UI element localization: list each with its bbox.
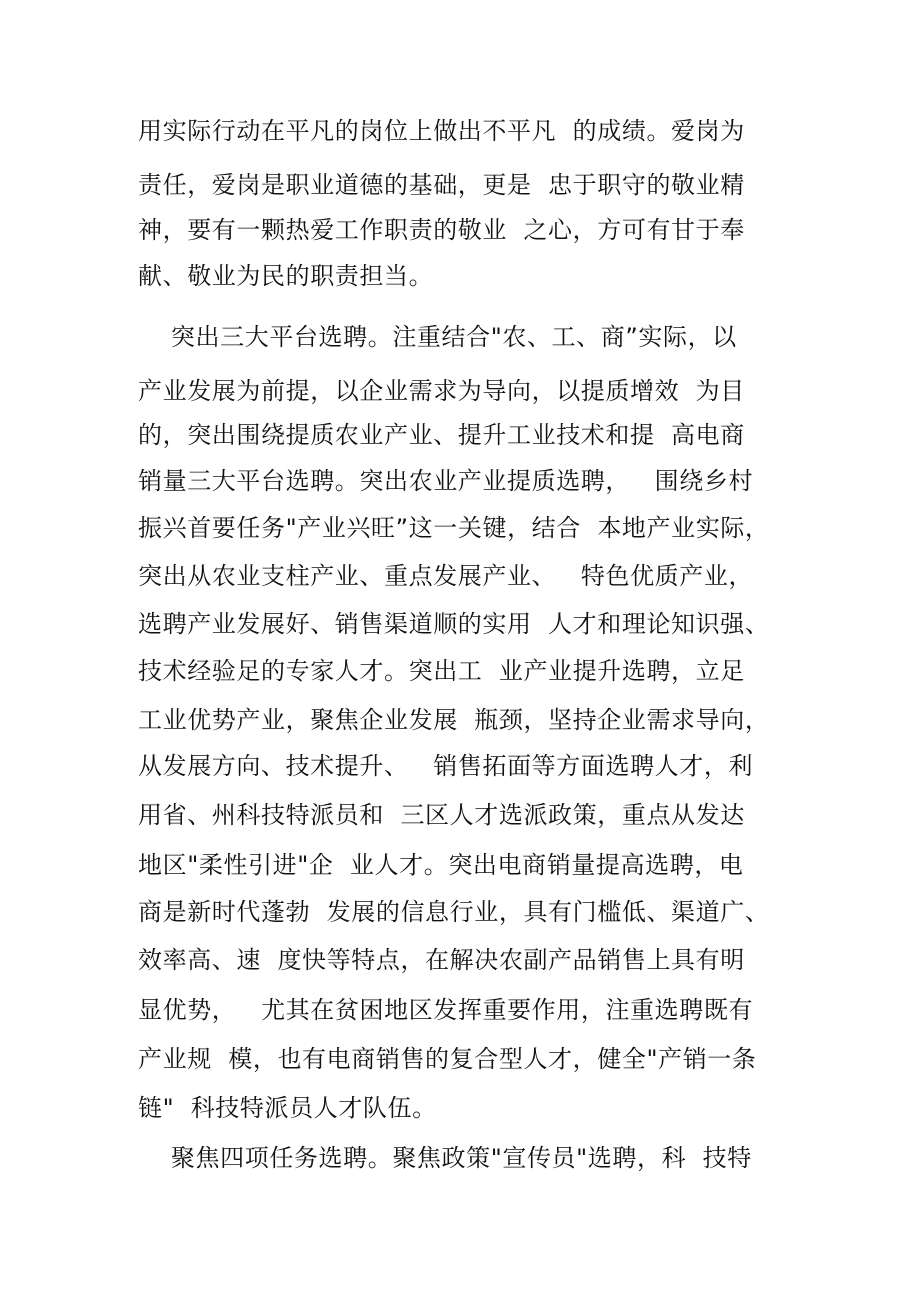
text-line: 振兴首要任务"产业兴旺”这一关键，结合 本地产业实际， [138, 514, 770, 542]
text-line: 从发展方向、技术提升、 销售拓面等方面选聘人才，利 [138, 752, 754, 780]
text-line: 销量三大平台选聘。突出农业产业提质选聘， 围绕乡村 [138, 467, 754, 495]
text-line: 技术经验足的专家人才。突出工 业产业提升选聘，立足 [138, 657, 745, 685]
text-line: 献、敬业为民的职责担当。 [138, 262, 434, 290]
text-line: 的，突出围绕提质农业产业、提升工业技术和提 高电商 [138, 421, 745, 449]
text-line: 效率高、速 度快等特点，在解决农副产品销售上具有明 [138, 946, 745, 974]
text-line: 选聘产业发展好、销售渠道顺的实用 人才和理论知识强、 [138, 610, 770, 638]
paragraph-start: 突出三大平台选聘。注重结合"农、工、商”实际，以 [138, 323, 737, 351]
text-line: 链" 科技特派员人才队伍。 [138, 1094, 437, 1122]
text-line: 突出从农业支柱产业、重点发展产业、 特色优质产业， [138, 562, 754, 590]
text-line: 用省、州科技特派员和 三区人才选派政策，重点从发达 [138, 801, 745, 829]
text-line: 产业规 模，也有电商销售的复合型人才，健全"产销一条 [138, 1045, 757, 1073]
text-line: 产业发展为前提，以企业需求为导向，以提质增效 为目 [138, 377, 745, 405]
text-line: 工业优势产业，聚焦企业发展 瓶颈，坚持企业需求导向， [138, 706, 770, 734]
text-line: 显优势， 尤其在贫困地区发挥重要作用，注重选聘既有 [138, 996, 754, 1024]
text-line: 用实际行动在平凡的岗位上做出不平凡 的成绩。爱岗为 [138, 117, 745, 145]
paragraph-start: 聚焦四项任务选聘。聚焦政策"宣传员"选聘，科 技特 [138, 1144, 752, 1172]
text-line: 商是新时代蓬勃 发展的信息行业，具有门槛低、渠道广、 [138, 898, 770, 926]
text-line: 神，要有一颗热爱工作职责的敬业 之心，方可有甘于奉 [138, 216, 745, 244]
text-line: 责任，爱岗是职业道德的基础，更是 忠于职守的敬业精 [138, 171, 745, 199]
text-line: 地区"柔性引进"企 业人才。突出电商销量提高选聘，电 [138, 851, 744, 879]
